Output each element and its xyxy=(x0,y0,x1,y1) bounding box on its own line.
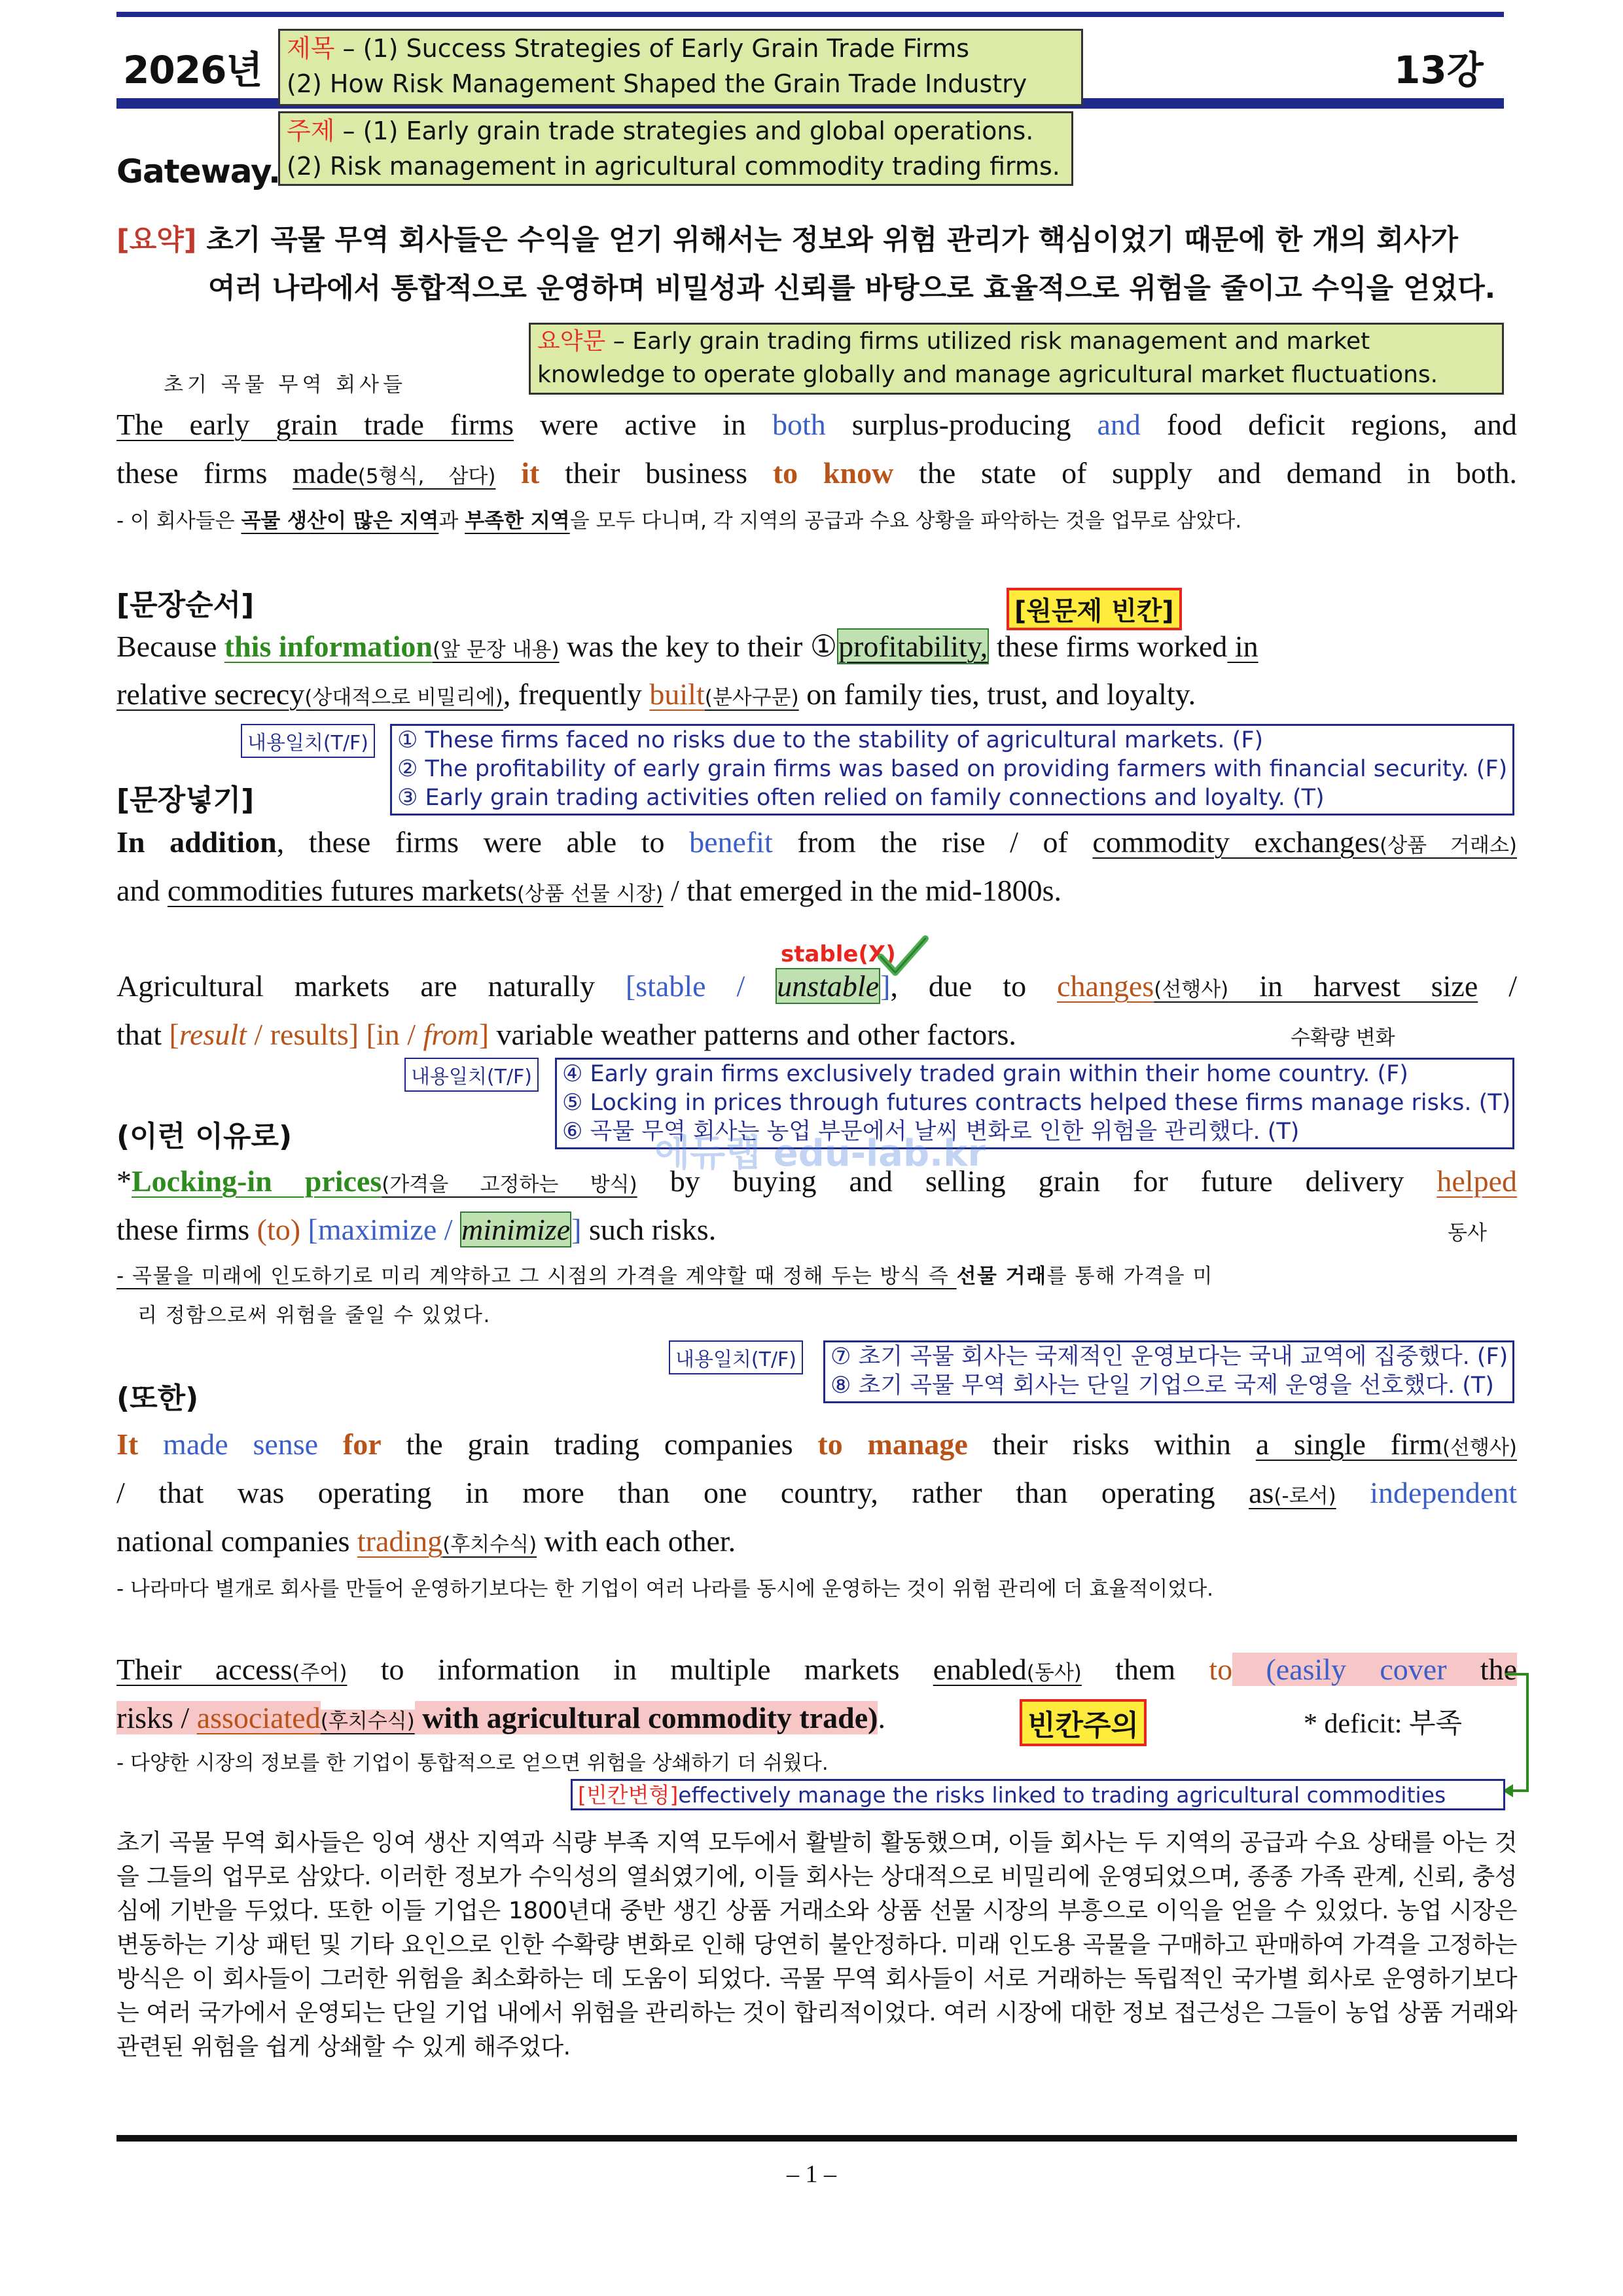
page-number: – 1 – xyxy=(787,2161,836,2188)
topic-line1: – (1) Early grain trade strategies and global operations. xyxy=(334,117,1034,145)
summary-en-line2: knowledge to operate globally and manage agricultural market fluctuations. xyxy=(537,361,1438,388)
order-line1: Because this information(앞 문장 내용) was the key to their ①profitability, these firms worked in xyxy=(116,630,1258,663)
topic-line2: (2) Risk management in agricultural commodity trading firms. xyxy=(287,152,1060,181)
header-top-rule xyxy=(116,12,1504,17)
summary-tag: [요약] xyxy=(116,224,197,257)
p1-line1: The early grain trade firms were active in both surplus-producing and food deficit regions, and xyxy=(116,408,1517,441)
tf-label-2: 내용일치(T/F) xyxy=(404,1058,539,1092)
p4-korean1: - 곡물을 미래에 인도하기로 미리 계약하고 그 시점의 가격을 계약할 때 정해 두는 방식 즉 선물 거래를 통해 가격을 미 xyxy=(116,1265,1213,1288)
translation-paragraph: 초기 곡물 무역 회사들은 잉여 생산 지역과 식량 부족 지역 모두에서 활발히 활동했으며, 이들 회사는 두 지역의 공급과 수요 상태를 아는 것을 그들의 업무로 삼았다. 이러한 정보가 수익성의 열쇠였기에, 이들 회사는 상대적으로 비밀리에 운영되었으며, 종종 가족 관계, 신뢰, 충성심에 기반을 두었다. 또한 이들 기업은 1800년대 중반 생긴 상품 거래소와 상품 선물 시장의 부흥으로 이익을 얻을 수 있었다. 농업 시장은 변동하는 기상 패턴 및 기타 요인으로 인한 수확량 변화로 인해 당연히 불안정하다. 미래 인도용 곡물을 구매하고 판매하여 가격을 고정하는 방식은 이 회사들이 그러한 위험을 최소화하는 데 도움이 되었다. 곡물 무역 회사들이 서로 거래하는 독립적인 국가별 회사로 운영하기보다는 여러 국가에서 운영되는 단일 기업 내에서 위험을 관리하는 것이 합리적이었다. 여러 시장에 대한 정보 접근성은 그들이 농업 상품 거래와 관련된 위험을 쉽게 상쇄할 수 있게 해주었다. xyxy=(116,1829,1517,2060)
p4-korean2: 리 정함으로써 위험을 줄일 수 있었다. xyxy=(137,1304,491,1327)
deficit-note: * deficit: 부족 xyxy=(1304,1709,1463,1739)
p4-line1: *Locking-in prices(가격을 고정하는 방식) by buying and selling grain for future delivery helped xyxy=(116,1164,1517,1198)
topic-box xyxy=(278,111,1073,186)
p1-korean: - 이 회사들은 곡물 생산이 많은 지역과 부족한 지역을 모두 다니며, 각 지역의 공급과 수요 상황을 파악하는 것을 업무로 삼았다. xyxy=(116,509,1242,533)
year-label: 2026년 xyxy=(123,48,262,92)
tf-label-1: 내용일치(T/F) xyxy=(241,724,375,758)
variant-text: effectively manage the risks linked to trading agricultural commodities xyxy=(678,1782,1446,1808)
summary-line1: 초기 곡물 무역 회사들은 수익을 얻기 위해서는 정보와 위험 관리가 핵심이었기 때문에 한 개의 회사가 xyxy=(196,224,1459,257)
p5-korean: - 나라마다 별개로 회사를 만들어 운영하기보다는 한 기업이 여러 나라를 동시에 운영하는 것이 위험 관리에 더 효율적이었다. xyxy=(116,1577,1213,1601)
stable-note: stable(X) xyxy=(781,941,896,967)
tf-item: ② The profitability of early grain firms was based on providing farmers with financial security. (F) xyxy=(397,756,1508,782)
p6-korean: - 다양한 시장의 정보를 한 기업이 통합적으로 얻으면 위험을 상쇄하기 더 쉬웠다. xyxy=(116,1751,829,1775)
tf-item: ⑤ Locking in prices through futures contracts helped these firms manage risks. (T) xyxy=(562,1090,1511,1116)
title-line1: – (1) Success Strategies of Early Grain Trade Firms xyxy=(334,34,970,63)
p3-line2: that [result / results] [in / from] variable weather patterns and other factors. xyxy=(116,1018,1016,1051)
summary-en-box xyxy=(529,323,1504,395)
title-label: 제목 xyxy=(287,34,335,63)
p5-line1: It made sense for the grain trading companies to manage their risks within a single firm(선행사) xyxy=(116,1427,1517,1461)
watermark: 에듀랩 edu-lab.kr xyxy=(654,1132,986,1175)
title-line2: (2) How Risk Management Shaped the Grain Trade Industry xyxy=(287,69,1027,98)
p4-section-title: (이런 이유로) xyxy=(116,1120,293,1153)
p1-line2: these firms made(5형식, 삼다) it their business to know the state of supply and demand in both. xyxy=(116,456,1517,490)
tf-label-3: 내용일치(T/F) xyxy=(669,1340,803,1374)
p4-line2: these firms (to) [maximize / minimize] such risks. xyxy=(116,1213,717,1246)
insert-section-title: [문장넣기] xyxy=(116,783,255,817)
summary-en-line1: – Early grain trading firms utilized risk management and market xyxy=(605,328,1370,355)
variant-box xyxy=(571,1779,1505,1810)
tf-item: ① These firms faced no risks due to the stability of agricultural markets. (F) xyxy=(397,727,1264,753)
tf-item: ⑧ 초기 곡물 무역 회사는 단일 기업으로 국제 운영을 선호했다. (T) xyxy=(830,1372,1494,1399)
tf-item: ④ Early grain firms exclusively traded grain within their home country. (F) xyxy=(562,1061,1408,1087)
p3-note: 수확량 변화 xyxy=(1291,1026,1395,1050)
p4-note: 동사 xyxy=(1448,1221,1487,1245)
tf-box-1 xyxy=(390,724,1514,816)
p5-section-title: (또한) xyxy=(116,1382,199,1415)
blank-caution-tag: 빈칸주의 xyxy=(1020,1699,1147,1746)
gateway-label: Gateway. xyxy=(116,152,280,190)
summary-en-label: 요약문 xyxy=(537,328,606,355)
lecture-number: 13강 xyxy=(1394,48,1484,92)
footer-rule xyxy=(116,2135,1517,2142)
p6-line2: risks / associated(후치수식) with agricultural commodity trade). xyxy=(116,1701,885,1734)
tf-item: ⑥ 곡물 무역 회사는 농업 부문에서 날씨 변화로 인한 위험을 관리했다. (T) xyxy=(562,1119,1300,1145)
p6-line1: Their access(주어) to information in multiple markets enabled(동사) them to (easily cover the xyxy=(116,1653,1517,1686)
summary-block xyxy=(116,216,1517,313)
original-blank-tag: [원문제 빈칸] xyxy=(1007,588,1182,630)
summary-line2: 여러 나라에서 통합적으로 운영하며 비밀성과 신뢰를 바탕으로 효율적으로 위험을 줄이고 수익을 얻었다. xyxy=(208,272,1496,305)
p1-note: 초기 곡물 무역 회사들 xyxy=(164,373,407,397)
p3-line1: Agricultural markets are naturally [stable / unstable], due to changes(선행사) in harvest size / xyxy=(116,969,1518,1003)
order-line2: relative secrecy(상대적으로 비밀리에), frequently built(분사구문) on family ties, trust, and loyalty. xyxy=(116,677,1196,711)
variant-label: [빈칸변형] xyxy=(578,1782,679,1808)
p5-line2: / that was operating in more than one country, rather than operating as(-로서) independent xyxy=(116,1476,1518,1509)
order-section-title: [문장순서] xyxy=(116,588,255,622)
insert-line2: and commodities futures markets(상품 선물 시장) / that emerged in the mid-1800s. xyxy=(116,874,1062,907)
topic-label: 주제 xyxy=(287,117,335,145)
tf-item: ⑦ 초기 곡물 회사는 국제적인 운영보다는 국내 교역에 집중했다. (F) xyxy=(830,1344,1508,1370)
p5-line3: national companies trading(후치수식) with each other. xyxy=(116,1524,736,1558)
insert-line1: In addition, these firms were able to benefit from the rise / of commodity exchanges(상품 거래소) xyxy=(116,825,1517,859)
tf-item: ③ Early grain trading activities often relied on family connections and loyalty. (T) xyxy=(397,785,1325,811)
tf-box-3 xyxy=(823,1340,1514,1403)
title-box xyxy=(278,29,1083,106)
